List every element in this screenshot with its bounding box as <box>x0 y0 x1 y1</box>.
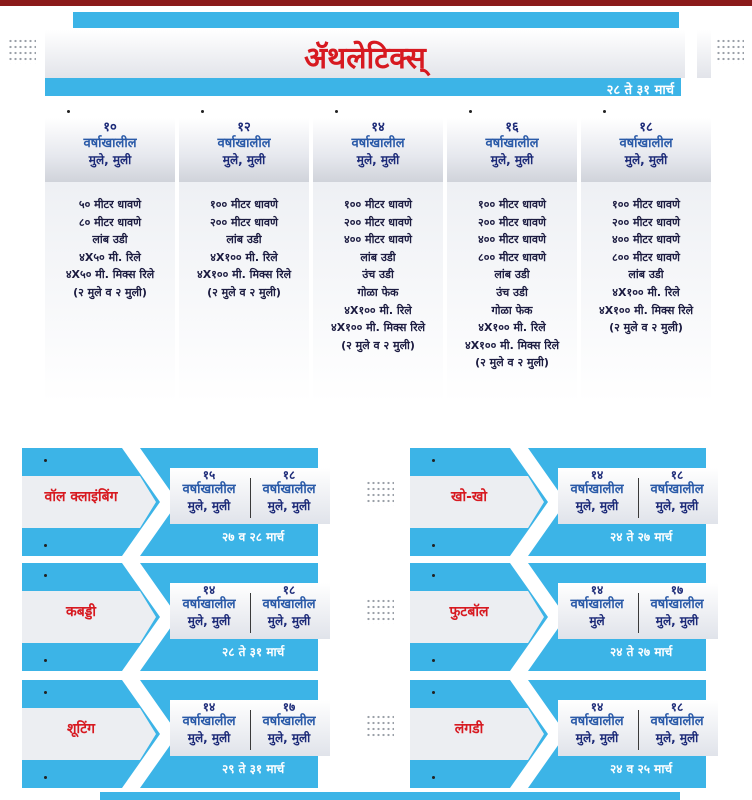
event-list <box>581 182 711 442</box>
bullet-dot <box>432 459 435 462</box>
event-item: २०० मीटर धावणे <box>344 215 412 229</box>
age-category <box>636 700 718 746</box>
sport-categories <box>170 700 330 756</box>
event-item: ८०० मीटर धावणे <box>478 250 546 264</box>
bullet-dot <box>44 691 47 694</box>
bullet-dot <box>432 691 435 694</box>
event-item: ४०० मीटर धावणे <box>344 233 412 247</box>
athletics-title: ॲथलेटिक्स् <box>304 41 426 76</box>
event-item: (२ मुले व २ मुली) <box>609 321 683 335</box>
bullet-dot <box>44 659 47 662</box>
category-divider <box>250 710 251 750</box>
category-divider <box>250 478 251 518</box>
age-label: वर्षाखालील <box>83 136 137 151</box>
event-item: गोळा फेक <box>491 303 533 317</box>
age-number: १० <box>103 120 117 135</box>
age-label: वर्षाखालील <box>182 482 236 497</box>
sport-block <box>22 563 332 675</box>
sport-categories <box>558 468 718 524</box>
event-item: उंच उडी <box>362 268 394 282</box>
event-item: ४X५० मी. रिले <box>79 250 141 264</box>
age-label: वर्षाखालील <box>217 136 271 151</box>
bullet-dot <box>201 110 204 113</box>
age-number: १४ <box>202 583 216 597</box>
gender-group: मुले, मुली <box>575 731 619 745</box>
age-column <box>313 118 443 442</box>
sport-date: २९ ते ३१ मार्च <box>222 762 285 776</box>
event-item: लांब उडी <box>226 233 262 247</box>
age-label: वर्षाखालील <box>262 597 316 612</box>
sport-name: खो-खो <box>451 489 487 505</box>
decor-dots-middle <box>366 714 394 740</box>
event-list <box>179 182 309 442</box>
event-item: १०० मीटर धावणे <box>612 198 680 211</box>
age-category <box>168 700 250 746</box>
event-item: १०० मीटर धावणे <box>478 198 546 211</box>
age-category <box>168 583 250 629</box>
event-list <box>45 182 175 442</box>
gender-group: मुले, मुली <box>655 614 699 628</box>
event-item: ४०० मीटर धावणे <box>478 233 546 247</box>
bottom-bar <box>100 792 680 800</box>
sport-date: २४ ते २७ मार्च <box>610 645 673 659</box>
gender-group: मुले, मुली <box>655 731 699 745</box>
gender-group: मुले, मुली <box>624 153 668 167</box>
age-label: वर्षाखालील <box>351 136 405 151</box>
age-number: १५ <box>202 468 216 482</box>
age-number: १८ <box>282 468 296 482</box>
age-number: १४ <box>590 468 604 482</box>
age-column <box>179 118 309 442</box>
bullet-dot <box>44 459 47 462</box>
decor-dots-right <box>716 38 744 64</box>
sport-categories <box>558 583 718 639</box>
bullet-dot <box>432 659 435 662</box>
sport-block <box>22 680 332 792</box>
age-label: वर्षाखालील <box>182 714 236 729</box>
athletics-title-box <box>45 30 685 78</box>
gender-group: मुले, मुली <box>187 499 231 513</box>
age-label: वर्षाखालील <box>570 482 624 497</box>
age-column-header <box>313 118 443 182</box>
age-category <box>248 583 330 629</box>
age-number: १८ <box>670 700 684 714</box>
sport-name: शूटिंग <box>66 721 96 737</box>
gender-group: मुले, मुली <box>267 731 311 745</box>
age-number: १८ <box>670 468 684 482</box>
decor-dots-middle <box>366 598 394 624</box>
sport-block <box>410 680 720 792</box>
bullet-dot <box>432 776 435 779</box>
sport-categories <box>170 468 330 524</box>
sport-categories <box>558 700 718 756</box>
sport-block <box>410 563 720 675</box>
age-label: वर्षाखालील <box>262 482 316 497</box>
event-item: (२ मुले व २ मुली) <box>73 285 147 299</box>
event-item: १०० मीटर धावणे <box>210 198 278 211</box>
bullet-dot <box>67 110 70 113</box>
age-label: वर्षाखालील <box>650 597 704 612</box>
age-category <box>168 468 250 514</box>
header-date-bar <box>45 78 681 96</box>
age-label: वर्षाखालील <box>182 597 236 612</box>
gender-group: मुले <box>589 614 605 628</box>
event-item: ४X१०० मी. रिले <box>210 250 278 264</box>
age-number: १४ <box>590 583 604 597</box>
top-border <box>0 0 752 6</box>
gender-group: मुले, मुली <box>655 499 699 513</box>
event-item: ५० मीटर धावणे <box>78 198 142 211</box>
gender-group: मुले, मुली <box>356 153 400 167</box>
gender-group: मुले, मुली <box>575 499 619 513</box>
age-label: वर्षाखालील <box>619 136 673 151</box>
age-category <box>556 468 638 514</box>
event-item: २०० मीटर धावणे <box>612 215 680 229</box>
event-item: ४X१०० मी. रिले <box>478 321 546 335</box>
sport-name: फुटबॉल <box>449 604 489 620</box>
age-number: १४ <box>590 700 604 714</box>
event-item: ४X१०० मी. मिक्स रिले <box>330 321 426 335</box>
event-item: २०० मीटर धावणे <box>478 215 546 229</box>
sport-date: २७ व २८ मार्च <box>222 530 285 544</box>
event-item: गोळा फेक <box>357 285 399 299</box>
age-number: १२ <box>237 120 251 135</box>
category-divider <box>638 478 639 518</box>
bullet-dot <box>432 574 435 577</box>
gender-group: मुले, मुली <box>187 614 231 628</box>
sport-block <box>22 448 332 560</box>
bullet-dot <box>335 110 338 113</box>
event-item: ४X१०० मी. मिक्स रिले <box>598 303 694 317</box>
event-item: (२ मुले व २ मुली) <box>207 285 281 299</box>
age-label: वर्षाखालील <box>650 482 704 497</box>
event-item: लांब उडी <box>494 268 530 282</box>
sport-date: २४ ते २७ मार्च <box>610 530 673 544</box>
age-number: १७ <box>282 700 296 714</box>
event-list <box>447 182 577 442</box>
age-number: १७ <box>670 583 684 597</box>
bullet-dot <box>44 544 47 547</box>
age-number: १८ <box>282 583 296 597</box>
header-right-tab <box>697 30 711 78</box>
age-number: १४ <box>371 120 385 135</box>
event-item: ८०० मीटर धावणे <box>612 250 680 264</box>
gender-group: मुले, मुली <box>187 731 231 745</box>
event-item: ४X१०० मी. मिक्स रिले <box>196 268 292 282</box>
age-label: वर्षाखालील <box>570 714 624 729</box>
age-label: वर्षाखालील <box>570 597 624 612</box>
age-column <box>45 118 175 442</box>
event-item: लांब उडी <box>360 250 396 264</box>
age-column <box>581 118 711 442</box>
event-item: लांब उडी <box>92 233 128 247</box>
age-number: १४ <box>202 700 216 714</box>
event-item: उंच उडी <box>496 285 528 299</box>
event-item: ४X१०० मी. रिले <box>612 285 680 299</box>
age-column-header <box>179 118 309 182</box>
event-list <box>313 182 443 442</box>
sport-block <box>410 448 720 560</box>
age-label: वर्षाखालील <box>650 714 704 729</box>
event-item: ४X१०० मी. रिले <box>344 303 412 317</box>
event-item: ४X१०० मी. मिक्स रिले <box>464 338 560 352</box>
sport-name: लंगडी <box>454 721 484 737</box>
category-divider <box>638 710 639 750</box>
gender-group: मुले, मुली <box>267 499 311 513</box>
event-item: ४०० मीटर धावणे <box>612 233 680 247</box>
decor-dots-left <box>8 38 36 64</box>
header-top-bar <box>73 12 679 28</box>
age-label: वर्षाखालील <box>485 136 539 151</box>
event-item: १०० मीटर धावणे <box>344 198 412 211</box>
sport-categories <box>170 583 330 639</box>
age-category <box>248 700 330 746</box>
athletics-date: २८ ते ३१ मार्च <box>606 83 674 98</box>
bullet-dot <box>469 110 472 113</box>
age-category <box>556 583 638 629</box>
decor-dots-middle <box>366 480 394 506</box>
sport-name: कबड्डी <box>66 604 96 620</box>
bullet-dot <box>432 544 435 547</box>
age-column-header <box>447 118 577 182</box>
event-item: लांब उडी <box>628 268 664 282</box>
event-item: (२ मुले व २ मुली) <box>475 356 549 370</box>
bullet-dot <box>603 110 606 113</box>
age-category <box>636 583 718 629</box>
event-item: ८० मीटर धावणे <box>78 215 142 229</box>
bullet-dot <box>44 574 47 577</box>
age-category <box>248 468 330 514</box>
bullet-dot <box>44 776 47 779</box>
age-column-header <box>45 118 175 182</box>
age-column <box>447 118 577 442</box>
age-column-header <box>581 118 711 182</box>
age-category <box>556 700 638 746</box>
category-divider <box>638 593 639 633</box>
event-item: ४X५० मी. मिक्स रिले <box>65 268 155 282</box>
sport-date: २४ व २५ मार्च <box>610 762 673 776</box>
gender-group: मुले, मुली <box>490 153 534 167</box>
category-divider <box>250 593 251 633</box>
age-category <box>636 468 718 514</box>
age-label: वर्षाखालील <box>262 714 316 729</box>
sport-name: वॉल क्लाइंबिंग <box>44 489 118 505</box>
age-number: १८ <box>639 120 653 135</box>
event-item: (२ मुले व २ मुली) <box>341 338 415 352</box>
gender-group: मुले, मुली <box>88 153 132 167</box>
gender-group: मुले, मुली <box>222 153 266 167</box>
age-number: १६ <box>505 120 519 135</box>
event-item: २०० मीटर धावणे <box>210 215 278 229</box>
gender-group: मुले, मुली <box>267 614 311 628</box>
sport-date: २८ ते ३१ मार्च <box>222 645 285 659</box>
